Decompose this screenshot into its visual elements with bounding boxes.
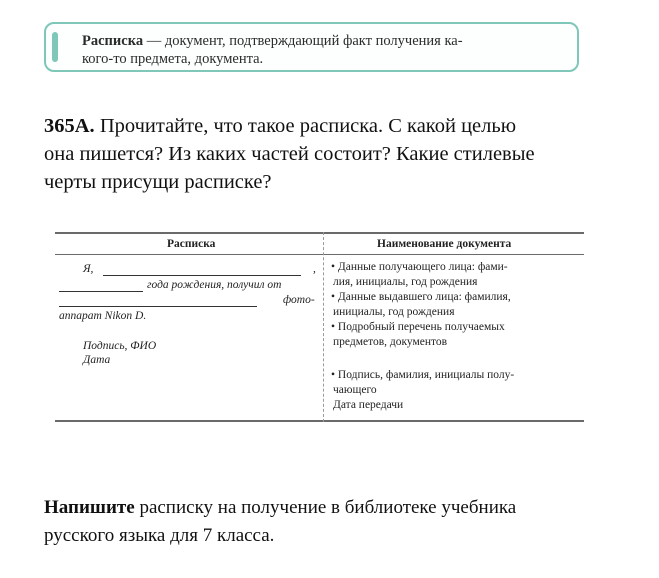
part-item: Дата передачи xyxy=(333,399,404,411)
definition-box xyxy=(44,22,579,72)
part-item: • Данные выдавшего лица: фамилия, xyxy=(331,291,511,303)
exercise-line3: черты присущи расписке? xyxy=(44,171,272,193)
header-receipt: Расписка xyxy=(167,238,216,250)
receipt-birth: года рождения, получил от xyxy=(147,279,282,291)
receipt-foto: фото- xyxy=(283,294,315,306)
receipt-comma: , xyxy=(313,263,316,275)
exercise-line2: она пишется? Из каких частей состоит? Какие стилевые xyxy=(44,143,535,165)
definition-line2: кого-то предмета, документа. xyxy=(82,51,264,67)
task-line1: расписку на получение в библиотеке учебника xyxy=(134,497,517,518)
part-item: чающего xyxy=(333,384,377,396)
blank-line xyxy=(59,291,143,292)
doc-parts-list xyxy=(331,260,581,413)
task-text xyxy=(44,494,624,550)
definition-accent-bar xyxy=(52,32,58,62)
task-line2: русского языка для 7 класса. xyxy=(44,525,275,546)
exercise-line1: Прочитайте, что такое расписка. С какой целью xyxy=(94,115,517,137)
table-bottom-rule xyxy=(55,420,584,422)
part-item: • Данные получающего лица: фами- xyxy=(331,261,508,273)
receipt-data: Дата xyxy=(83,354,111,366)
receipt-table xyxy=(55,232,584,422)
table-column-divider xyxy=(323,232,324,422)
definition-term: Расписка xyxy=(82,33,144,49)
part-item: инициалы, год рождения xyxy=(333,306,455,318)
part-item: • Подпись, фамилия, инициалы полу- xyxy=(331,369,515,381)
part-item: лия, инициалы, год рождения xyxy=(333,276,478,288)
task-bold: Напишите xyxy=(44,497,135,518)
receipt-apparat: аппарат Nikon D. xyxy=(59,310,147,322)
blank-line xyxy=(103,275,301,276)
header-doc-name: Наименование документа xyxy=(377,238,512,250)
blank-line xyxy=(59,306,257,307)
exercise-text xyxy=(44,112,624,196)
definition-text xyxy=(82,32,572,68)
receipt-ya: Я, xyxy=(83,263,94,275)
part-item: • Подробный перечень получаемых xyxy=(331,321,505,333)
receipt-podpis: Подпись, ФИО xyxy=(83,340,157,352)
table-header-rule xyxy=(55,254,584,255)
table-top-rule xyxy=(55,232,584,234)
part-item: предметов, документов xyxy=(333,336,448,348)
definition-line1: — документ, подтверждающий факт получения ка- xyxy=(143,33,463,49)
exercise-number: 365А. xyxy=(44,115,95,137)
